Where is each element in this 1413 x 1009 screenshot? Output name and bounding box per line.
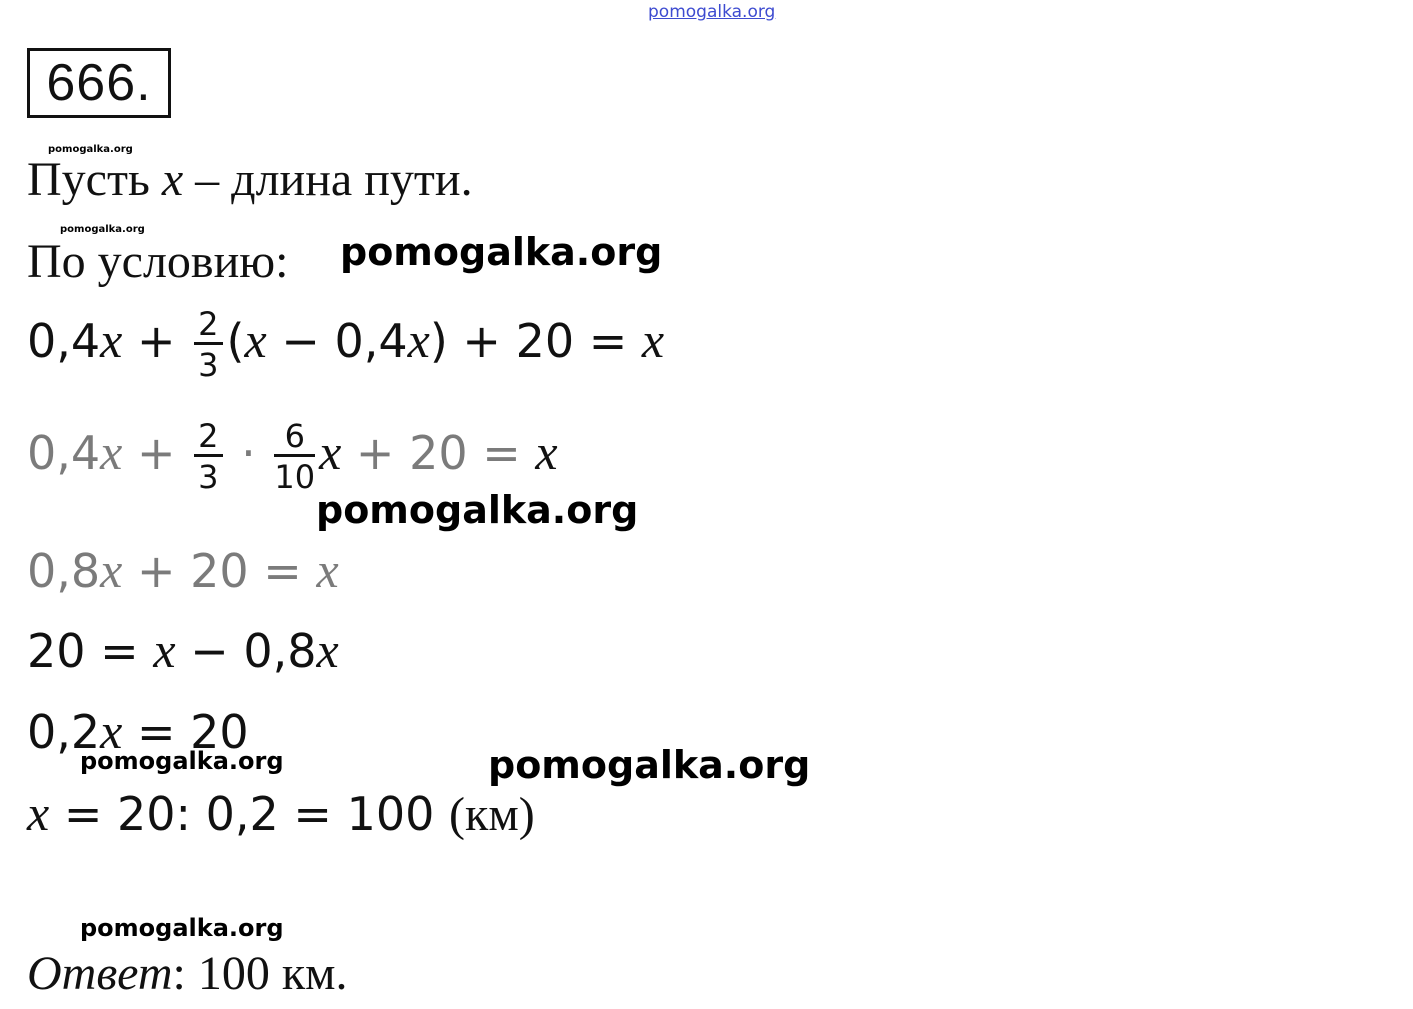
eq3-coef: 0,8 xyxy=(27,544,101,598)
fraction-two-thirds xyxy=(194,417,222,496)
variable-x: x xyxy=(27,785,50,841)
variable-x: x xyxy=(407,312,430,368)
equation-6 xyxy=(27,785,535,841)
watermark-large: pomogalka.org xyxy=(488,743,811,787)
eq2-left xyxy=(27,426,190,480)
condition-label: По условию: xyxy=(27,235,289,288)
variable-x: x xyxy=(100,424,123,480)
problem-number: 666. xyxy=(27,48,171,118)
variable-x: x xyxy=(100,703,123,759)
variable-x: x xyxy=(244,312,267,368)
eq6-unit: (км) xyxy=(449,788,535,841)
watermark-medium: pomogalka.org xyxy=(80,747,284,775)
let-suffix: – длина пути. xyxy=(183,153,473,206)
variable-x: x xyxy=(316,622,339,678)
watermark-top-link[interactable]: pomogalka.org xyxy=(648,2,776,22)
fraction-six-tenths xyxy=(274,417,316,496)
watermark-small: pomogalka.org xyxy=(48,144,133,155)
variable-x: x xyxy=(316,542,339,598)
eq4-rest: − 0,8 xyxy=(175,624,317,678)
equation-3 xyxy=(27,542,339,598)
equation-2 xyxy=(27,417,558,496)
watermark-large: pomogalka.org xyxy=(316,488,639,532)
watermark-small: pomogalka.org xyxy=(60,224,145,235)
watermark-large: pomogalka.org xyxy=(340,230,663,274)
equation-4 xyxy=(27,622,339,678)
eq5-rest: = 20 xyxy=(122,705,249,759)
answer-value: : 100 км. xyxy=(172,947,348,1000)
fraction-denominator: 3 xyxy=(198,458,219,496)
variable-x: x xyxy=(535,424,558,480)
eq1-coef: 0,4 xyxy=(27,314,101,368)
variable-x: x xyxy=(319,424,342,480)
eq6-rest: = 20: 0,2 = 100 xyxy=(49,787,450,841)
eq1-paren-open: ( xyxy=(226,314,245,368)
variable-x: x xyxy=(641,312,665,368)
answer-line xyxy=(27,947,348,1000)
eq1-rest: + 20 = xyxy=(447,314,642,368)
fraction-numerator: 2 xyxy=(194,420,222,457)
let-prefix: Пусть xyxy=(27,153,162,206)
fraction-numerator: 2 xyxy=(194,308,222,345)
eq1-plus: + xyxy=(122,314,191,368)
eq2-coef: 0,4 xyxy=(27,426,101,480)
eq4-left: 20 = xyxy=(27,624,154,678)
watermark-medium: pomogalka.org xyxy=(80,914,284,942)
fraction-two-thirds xyxy=(194,305,222,384)
eq1-paren-close: ) xyxy=(429,314,448,368)
eq2-dot: · xyxy=(226,426,271,480)
fraction-denominator: 10 xyxy=(274,458,316,496)
fraction-denominator: 3 xyxy=(198,346,219,384)
variable-x: x xyxy=(153,622,176,678)
eq1-minus: − 0,4 xyxy=(266,314,408,368)
eq2-rest: + 20 = xyxy=(341,426,536,480)
eq5-coef: 0,2 xyxy=(27,705,101,759)
let-statement xyxy=(27,153,473,206)
eq2-plus: + xyxy=(122,426,191,480)
variable-x: x xyxy=(100,542,123,598)
let-variable: x xyxy=(161,153,184,206)
fraction-numerator: 6 xyxy=(274,420,315,457)
eq3-rest: + 20 = xyxy=(122,544,317,598)
answer-label: Ответ xyxy=(27,947,173,1000)
equation-1 xyxy=(27,305,665,384)
variable-x: x xyxy=(100,312,123,368)
